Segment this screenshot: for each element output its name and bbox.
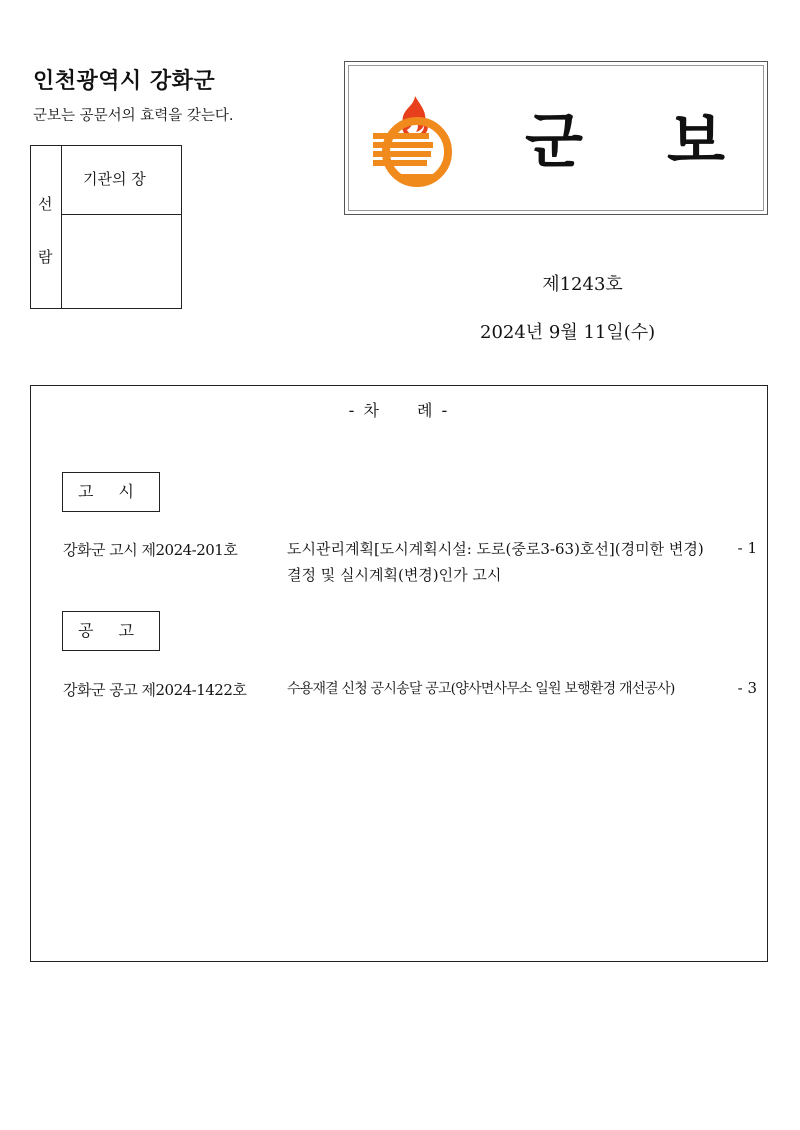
entry-number[interactable]: 강화군 공고 제2024-1422호 — [63, 681, 247, 699]
bulletin-banner — [344, 61, 768, 215]
section-label-announcement: 공 고 — [62, 611, 160, 651]
circulation-head-label: 기관의 장 — [83, 170, 146, 188]
entry-title[interactable]: 도시관리계획[도시계획시설: 도로(중로3-63)호선](경미한 변경)결정 및 실시계획(변경)인가 고시 — [287, 540, 704, 584]
toc-title: - 차 례 - — [348, 401, 450, 420]
table-of-contents — [30, 385, 768, 962]
banner-char-2: 보 — [667, 107, 725, 177]
entry-number[interactable]: 강화군 고시 제2024-201호 — [63, 541, 238, 559]
issue-number: 제1243호 — [542, 274, 623, 295]
circulation-label-1: 선 — [38, 195, 53, 213]
entry-title[interactable]: 수용재결 신청 공시송달 공고(양사면사무소 일원 보행환경 개선공사) — [287, 681, 675, 697]
entry-page: - 3 — [737, 679, 757, 697]
legal-notice: 군보는 공문서의 효력을 갖는다. — [33, 108, 234, 124]
circulation-label-2: 람 — [38, 248, 53, 266]
entry-page: - 1 — [737, 539, 757, 557]
section-label-notice: 고 시 — [62, 472, 160, 512]
circulation-divider-horizontal — [61, 214, 181, 215]
issue-date: 2024년 9월 11일(수) — [480, 322, 656, 343]
banner-char-1: 군 — [525, 107, 583, 177]
gangwha-emblem-icon — [369, 92, 457, 187]
issuer-name: 인천광역시 강화군 — [33, 69, 216, 94]
